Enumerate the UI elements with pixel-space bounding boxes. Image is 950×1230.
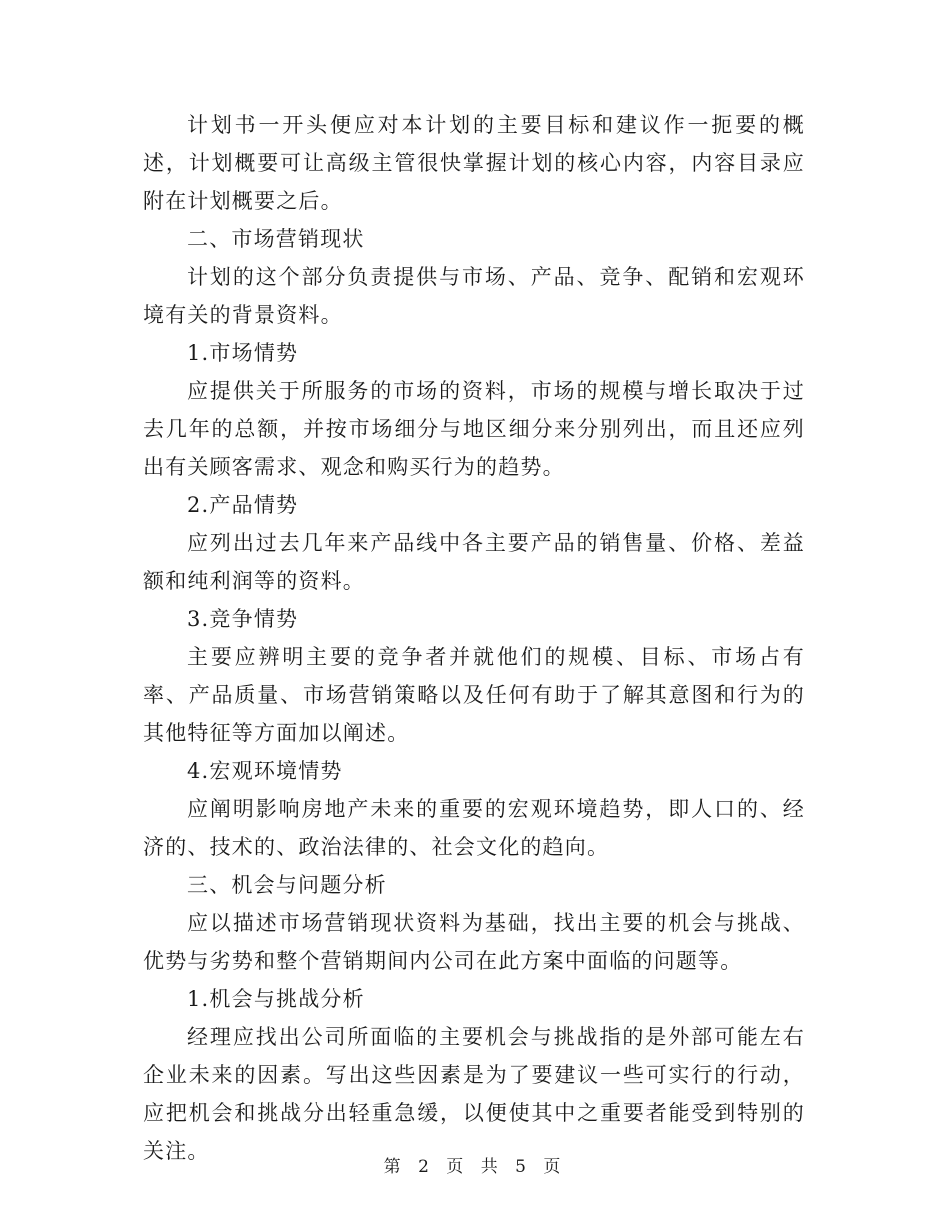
paragraph-competition-situation: 主要应辨明主要的竞争者并就他们的规模、目标、市场占有率、产品质量、市场营销策略以及任何有助于了解其意图和行为的其他特征等方面加以阐述。 xyxy=(143,645,805,745)
paragraph-opportunity-challenge: 经理应找出公司所面临的主要机会与挑战指的是外部可能左右企业未来的因素。写出这些因素是为了要建议一些可实行的行动，应把机会和挑战分出轻重急缓，以便使其中之重要者能受到特别的关注。 xyxy=(143,1025,805,1163)
paragraph-summary: 计划书一开头便应对本计划的主要目标和建议作一扼要的概述，计划概要可让高级主管很快掌握计划的核心内容，内容目录应附在计划概要之后。 xyxy=(143,113,805,213)
heading-macro-environment: 4.宏观环境情势 xyxy=(187,759,343,783)
paragraph-opportunity-problem: 应以描述市场营销现状资料为基础，找出主要的机会与挑战、优势与劣势和整个营销期间内公司在此方案中面临的问题等。 xyxy=(143,911,805,973)
heading-competition-situation: 3.竞争情势 xyxy=(187,607,299,631)
paragraph-macro-environment: 应阐明影响房地产未来的重要的宏观环境趋势，即人口的、经济的、技术的、政治法律的、社会文化的趋向。 xyxy=(143,797,805,859)
heading-market-situation: 1.市场情势 xyxy=(187,341,299,365)
page-number-footer: 第 2 页 共 5 页 xyxy=(383,1157,567,1177)
heading-product-situation: 2.产品情势 xyxy=(187,493,299,517)
heading-market-status: 二、市场营销现状 xyxy=(187,227,365,251)
document-body xyxy=(143,106,805,1170)
paragraph-product-situation: 应列出过去几年来产品线中各主要产品的销售量、价格、差益额和纯利润等的资料。 xyxy=(143,531,805,593)
heading-opportunity-challenge: 1.机会与挑战分析 xyxy=(187,987,365,1011)
paragraph-market-status: 计划的这个部分负责提供与市场、产品、竞争、配销和宏观环境有关的背景资料。 xyxy=(143,265,805,327)
heading-opportunity-problem: 三、机会与问题分析 xyxy=(187,873,387,897)
paragraph-market-situation: 应提供关于所服务的市场的资料，市场的规模与增长取决于过去几年的总额，并按市场细分与地区细分来分别列出，而且还应列出有关顾客需求、观念和购买行为的趋势。 xyxy=(143,379,805,479)
